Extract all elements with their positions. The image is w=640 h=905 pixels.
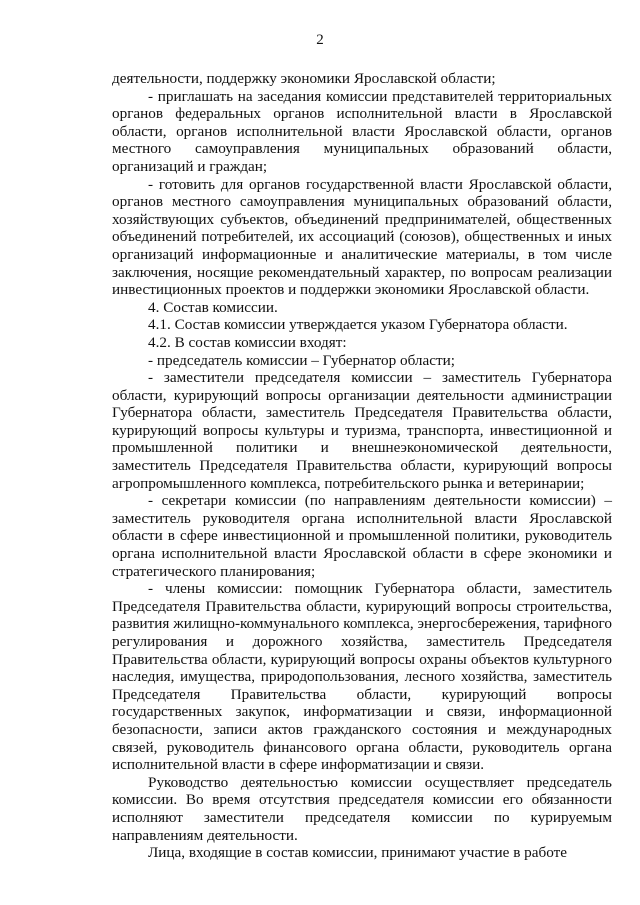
paragraph: - заместители председателя комиссии – заместитель Губернатора области, курирующий вопросы организации деятельности администрации Губернатора области, заместитель Председателя Правительства области, курирующий вопросы культуры и туризма, транспорта, инвестиционной и промышленной политики и внешнеэкономической деятельности, заместитель Председателя Правительства области, курирующий вопросы агропромышленного комплекса, потребительского рынка и ветеринарии; <box>112 369 612 492</box>
paragraph: деятельности, поддержку экономики Ярославской области; <box>112 70 496 87</box>
document-body <box>112 70 612 862</box>
paragraph: 4.1. Состав комиссии утверждается указом Губернатора области. <box>148 316 568 334</box>
paragraph: Лица, входящие в состав комиссии, принимают участие в работе <box>148 844 567 862</box>
paragraph: - секретари комиссии (по направлениям деятельности комиссии) – заместитель руководителя органа исполнительной власти Ярославской области в сфере инвестиционной и промышленной политики, руководитель органа исполнительной власти Ярославской области в сфере экономики и стратегического планирования; <box>112 492 612 580</box>
paragraph: - члены комиссии: помощник Губернатора области, заместитель Председателя Правительства области, курирующий вопросы строительства, развития жилищно-коммунального комплекса, энергосбережения, тарифного регулирования и дорожного хозяйства, заместитель Председателя Правительства области, курирующий вопросы охраны объектов культурного наследия, имущества, природопользования, лесного хозяйства, заместитель Председателя Правительства области, курирующий вопросы государственных закупок, информатизации и связи, информационной безопасности, записи актов гражданского состояния и международных связей, руководитель финансового органа области, руководитель органа исполнительной власти в сфере информатизации и связи. <box>112 580 612 774</box>
paragraph: - председатель комиссии – Губернатор области; <box>148 351 455 369</box>
paragraph: 4.2. В состав комиссии входят: <box>148 333 347 351</box>
paragraph: - готовить для органов государственной власти Ярославской области, органов местного самоуправления муниципальных образований области, хозяйствующих субъектов, объединений предпринимателей, общественных объединений потребителей, их ассоциаций (союзов), общественных и иных организаций информационные и аналитические материалы, в том числе заключения, носящие рекомендательный характер, по вопросам реализации инвестиционных проектов и поддержки экономики Ярославской области. <box>112 175 612 299</box>
paragraph: Руководство деятельностью комиссии осуществляет председатель комиссии. Во время отсутствия председателя комиссии его обязанности исполняют заместители председателя комиссии по курируемым направлениям деятельности. <box>112 773 612 844</box>
page-number: 2 <box>316 32 324 48</box>
paragraph: - приглашать на заседания комиссии представителей территориальных органов федеральных органов исполнительной власти в Ярославской области, органов исполнительной власти Ярославской области, органов местного самоуправления муниципальных образований области, организаций и граждан; <box>112 87 612 175</box>
section-heading: 4. Состав комиссии. <box>148 298 278 316</box>
